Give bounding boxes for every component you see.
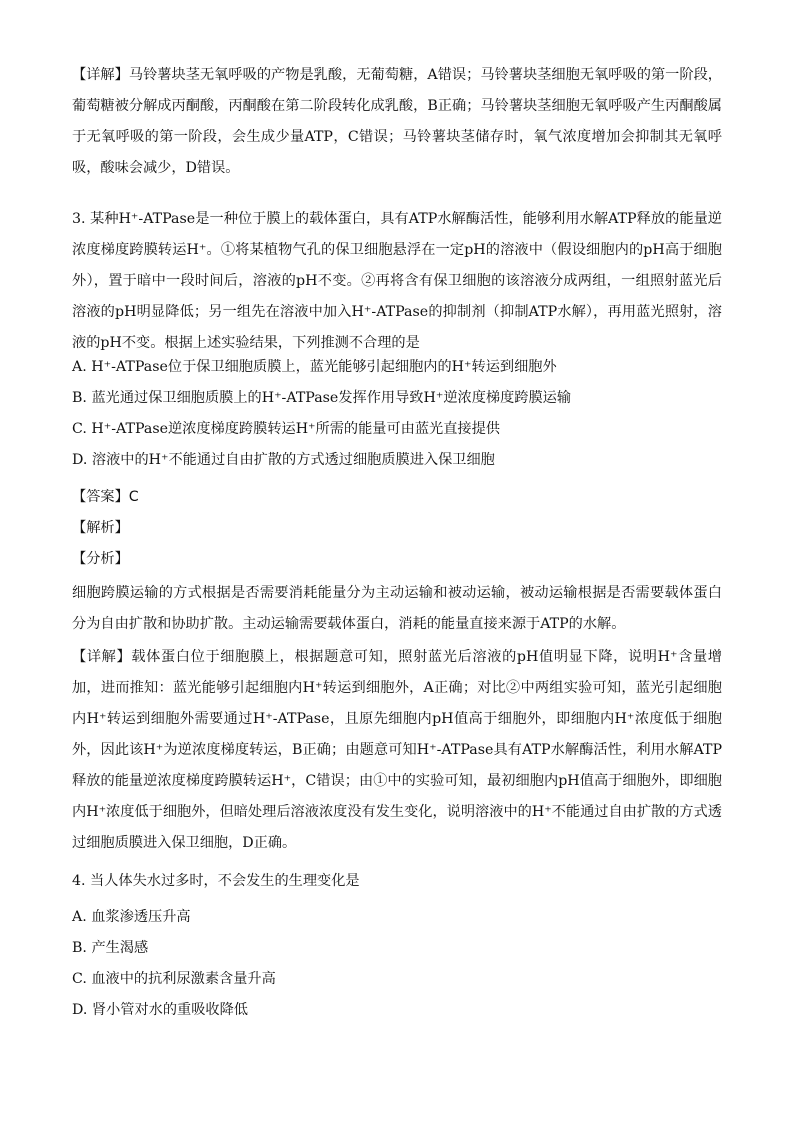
q3-fenxi-block — [72, 578, 722, 640]
q4-stem: 4. 当人体失水过多时，不会发生的生理变化是 — [72, 873, 360, 889]
q3-option-d: D. 溶液中的H⁺不能通过自由扩散的方式透过细胞质膜进入保卫细胞 — [72, 452, 495, 468]
q3-detail-text: 【详解】载体蛋白位于细胞膜上，根据题意可知，照射蓝光后溶液的pH值明显下降，说明H⁺含量增加，进而推知：蓝光能够引起细胞内H⁺转运到细胞外，A正确；对比②中两组实验可知，蓝光引起细胞内H⁺转运到细胞外需要通过H⁺-ATPase，且原先细胞内pH值高于细胞外，即细胞内H⁺浓度低于细胞外，因此该H⁺为逆浓度梯度转运，B正确；由题意可知H⁺-ATPase具有ATP水解酶活性，利用水解ATP释放的能量逆浓度梯度跨膜转运H⁺，C错误；由①中的实验可知，最初细胞内pH值高于细胞外，即细胞内H⁺浓度低于细胞外，但暗处理后溶液浓度没有发生变化，说明溶液中的H⁺不能通过自由扩散的方式透过细胞质膜进入保卫细胞，D正确。 — [72, 649, 722, 851]
q4-option-d: D. 肾小管对水的重吸收降低 — [72, 1002, 248, 1018]
q3-options — [72, 352, 722, 476]
q3-fenxi-label: 【分析】 — [72, 551, 129, 567]
q3-option-b: B. 蓝光通过保卫细胞质膜上的H⁺-ATPase发挥作用导致H⁺逆浓度梯度跨膜运输 — [72, 390, 572, 406]
q4-option-c: C. 血液中的抗利尿激素含量升高 — [72, 971, 276, 987]
q2-detail-text: 【详解】马铃薯块茎无氧呼吸的产物是乳酸，无葡萄糖，A错误；马铃薯块茎细胞无氧呼吸的第一阶段，葡萄糖被分解成丙酮酸，丙酮酸在第二阶段转化成乳酸，B正确；马铃薯块茎细胞无氧呼吸产生丙酮酸属于无氧呼吸的第一阶段，会生成少量ATP，C错误；马铃薯块茎储存时，氧气浓度增加会抑制其无氧呼吸，酸味会减少，D错误。 — [72, 67, 722, 176]
q4-option-a: A. 血浆渗透压升高 — [72, 909, 191, 925]
q2-detail-block — [72, 60, 722, 184]
q3-option-c: C. H⁺-ATPase逆浓度梯度跨膜转运H⁺所需的能量可由蓝光直接提供 — [72, 421, 500, 437]
q3-stem-text: 3. 某种H⁺-ATPase是一种位于膜上的载体蛋白，具有ATP水解酶活性，能够利用水解ATP释放的能量逆浓度梯度跨膜转运H⁺。①将某植物气孔的保卫细胞悬浮在一定pH的溶液中（假设细胞内的pH高于细胞外），置于暗中一段时间后，溶液的pH不变。②再将含有保卫细胞的该溶液分成两组，一组照射蓝光后溶液的pH明显降低；另一组先在溶液中加入H⁺-ATPase的抑制剂（抑制ATP水解），再用蓝光照射，溶液的pH不变。根据上述实验结果，下列推测不合理的是 — [72, 211, 722, 351]
q3-detail-block — [72, 642, 722, 859]
q3-option-a: A. H⁺-ATPase位于保卫细胞质膜上，蓝光能够引起细胞内的H⁺转运到细胞外 — [72, 359, 557, 375]
q4-options — [72, 902, 722, 1026]
q3-stem-block — [72, 204, 722, 359]
q3-fenxi-text: 细胞跨膜运输的方式根据是否需要消耗能量分为主动运输和被动运输，被动运输根据是否需要载体蛋白分为自由扩散和协助扩散。主动运输需要载体蛋白，消耗的能量直接来源于ATP的水解。 — [72, 585, 722, 632]
q3-answer: 【答案】C — [72, 489, 139, 505]
q3-analysis-label: 【解析】 — [72, 520, 129, 536]
q3-answer-block — [72, 482, 722, 575]
q4-block — [72, 866, 722, 897]
q4-option-b: B. 产生渴感 — [72, 940, 149, 956]
